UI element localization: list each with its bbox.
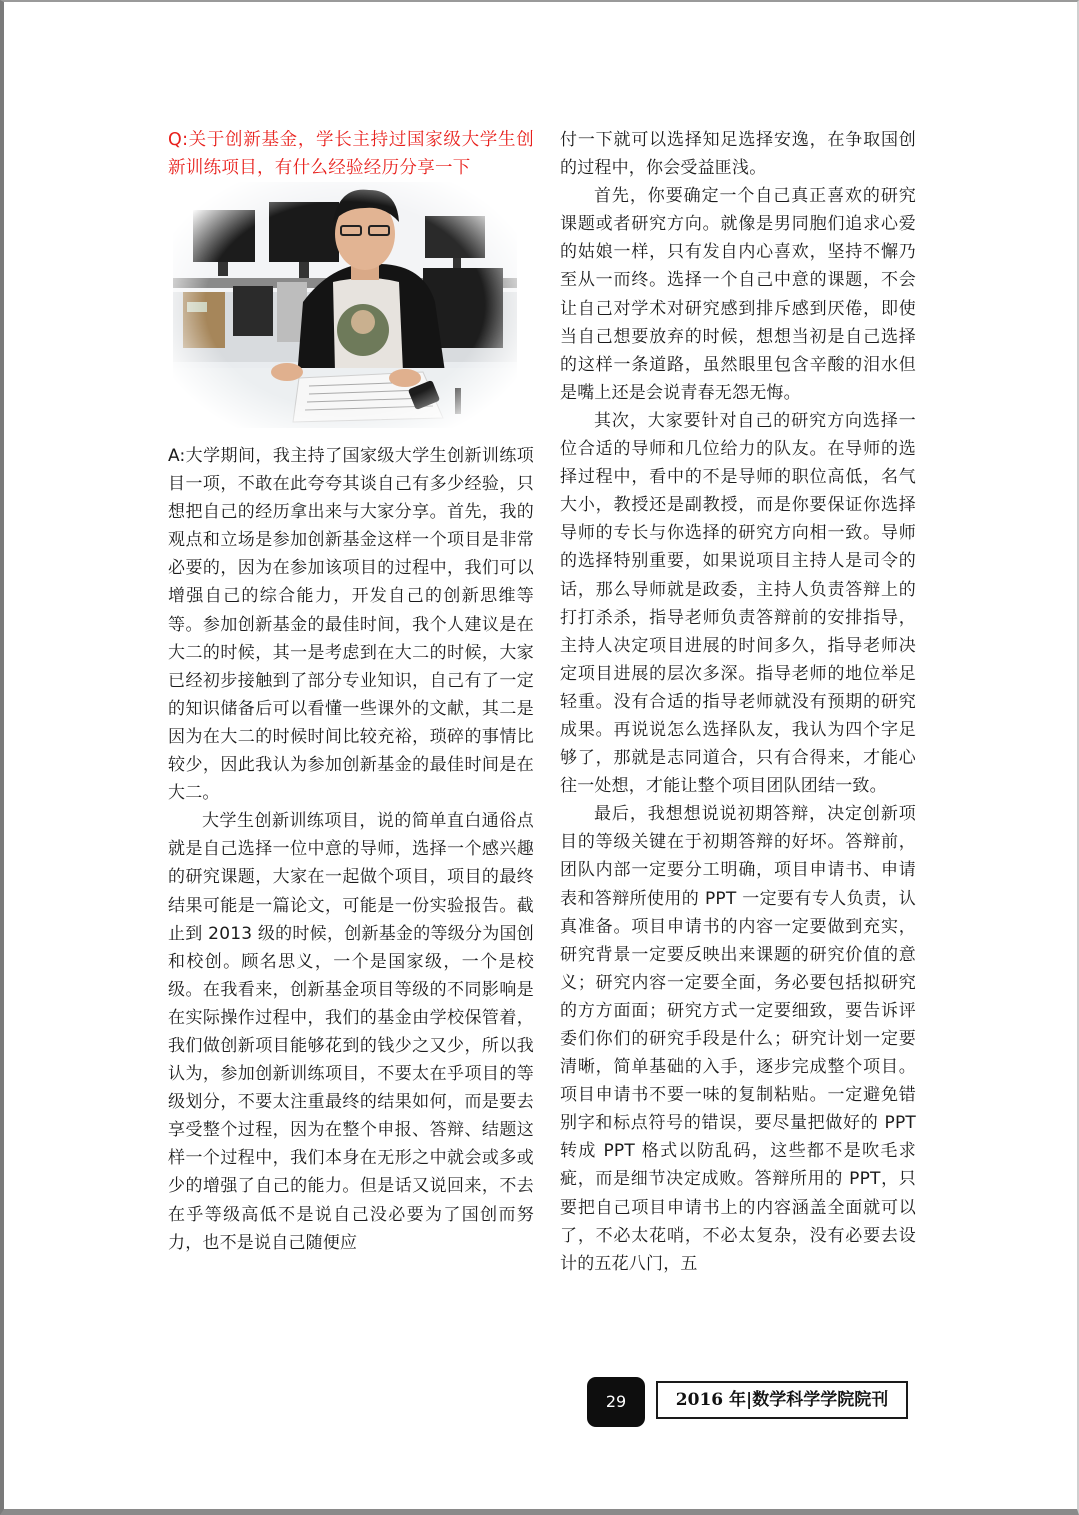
student-photo <box>173 182 517 428</box>
left-column <box>168 126 534 1257</box>
answer-paragraph-5: 其次，大家要针对自己的研究方向选择一位合适的导师和几位给力的队友。在导师的选择过程中，看中的不是导师的职位高低，名气大小，教授还是副教授，而是你要保证你选择导师的专长与你选择的研究方向相一致。导师的选择特别重要，如果说项目主持人是司令的话，那么导师就是政委，主持人负责答辩上的打打杀杀，指导老师负责答辩前的安排指导，主持人决定项目进展的时间多久，指导老师决定项目进展的层次多深。指导老师的地位举足轻重。没有合适的指导老师就没有预期的研究成果。再说说怎么选择队友，我认为四个字足够了，那就是志同道合，只有合得来，才能心往一处想，才能让整个项目团队团结一致。 <box>560 410 916 797</box>
publication-title: 2016 年|数学科学学院院刊 <box>656 1381 908 1419</box>
answer-paragraph-4: 首先，你要确定一个自己真正喜欢的研究课题或者研究方向。就像是男同胞们追求心爱的姑娘一样，只有发自内心喜欢，坚持不懈乃至从一而终。选择一个自己中意的课题，不会让自己对学术对研究感到排斥感到厌倦，即使当自己想要放弃的时候，想想当初是自己选择的这样一条道路，虽然眼里包含辛酸的泪水但是嘴上还是会说青春无怨无悔。 <box>560 186 916 403</box>
answer-paragraph-3: 付一下就可以选择知足选择安逸，在争取国创的过程中，你会受益匪浅。 <box>560 130 916 179</box>
question-heading: Q:关于创新基金，学长主持过国家级大学生创新训练项目，有什么经验经历分享一下 <box>168 130 534 178</box>
answer-paragraph-1: A:大学期间，我主持了国家级大学生创新训练项目一项，不敢在此夸夸其谈自己有多少经验，只想把自己的经历拿出来与大家分享。首先，我的观点和立场是参加创新基金这样一个项目是非常必要的，因为在参加该项目的过程中，我们可以增强自己的综合能力，开发自己的创新思维等等。参加创新基金的最佳时间，我个人建议是在大二的时候，其一是考虑到在大二的时候，大家已经初步接触到了部分专业知识，自己有了一定的知识储备后可以看懂一些课外的文献，其二是因为在大二的时候时间比较充裕，琐碎的事情比较少，因此我认为参加创新基金的最佳时间是在大二。 <box>168 446 534 804</box>
answer-paragraph-6: 最后，我想想说说初期答辩，决定创新项目的等级关键在于初期答辩的好坏。答辩前，团队内部一定要分工明确，项目申请书、申请表和答辩所使用的 PPT 一定要有专人负责，认真准备。项目申请书的内容一定要做到充实，研究背景一定要反映出来课题的研究价值的意义；研究内容一定要全面，务必要包括拟研究的方方面面；研究方式一定要细致，要告诉评委们你们的研究手段是什么；研究计划一定要清晰，简单基础的入手，逐步完成整个项目。项目申请书不要一味的复制粘贴。一定避免错别字和标点符号的错误，要尽量把做好的 PPT 转成 PPT 格式以防乱码，这些都不是吹毛求疵，而是细节决定成败。答辩所用的 PPT，只要把自己项目申请书上的内容涵盖全面就可以了，不必太花哨，不必太复杂，没有必要去设计的五花八门，五 <box>560 804 916 1274</box>
page-number: 29 <box>587 1377 645 1427</box>
answer-paragraph-2: 大学生创新训练项目，说的简单直白通俗点就是自己选择一位中意的导师，选择一个感兴趣的研究课题，大家在一起做个项目，项目的最终结果可能是一篇论文，可能是一份实验报告。截止到 2013 级的时候，创新基金的等级分为国创和校创。顾名思义，一个是国家级，一个是校级。在我看来，创新基金项目等级的不同影响是在实际操作过程中，我们的基金由学校保管着，我们做创新项目能够花到的钱少之又少，所以我认为，参加创新训练项目，不要太在乎项目的等级划分，不要太注重最终的结果如何，而是要去享受整个过程，因为在整个申报、答辩、结题这样一个过程中，我们本身在无形之中就会或多或少的增强了自己的能力。但是话又说回来，不去在乎等级高低不是说自己没必要为了国创而努力，也不是说自己随便应 <box>168 811 534 1253</box>
right-column <box>560 126 916 1278</box>
